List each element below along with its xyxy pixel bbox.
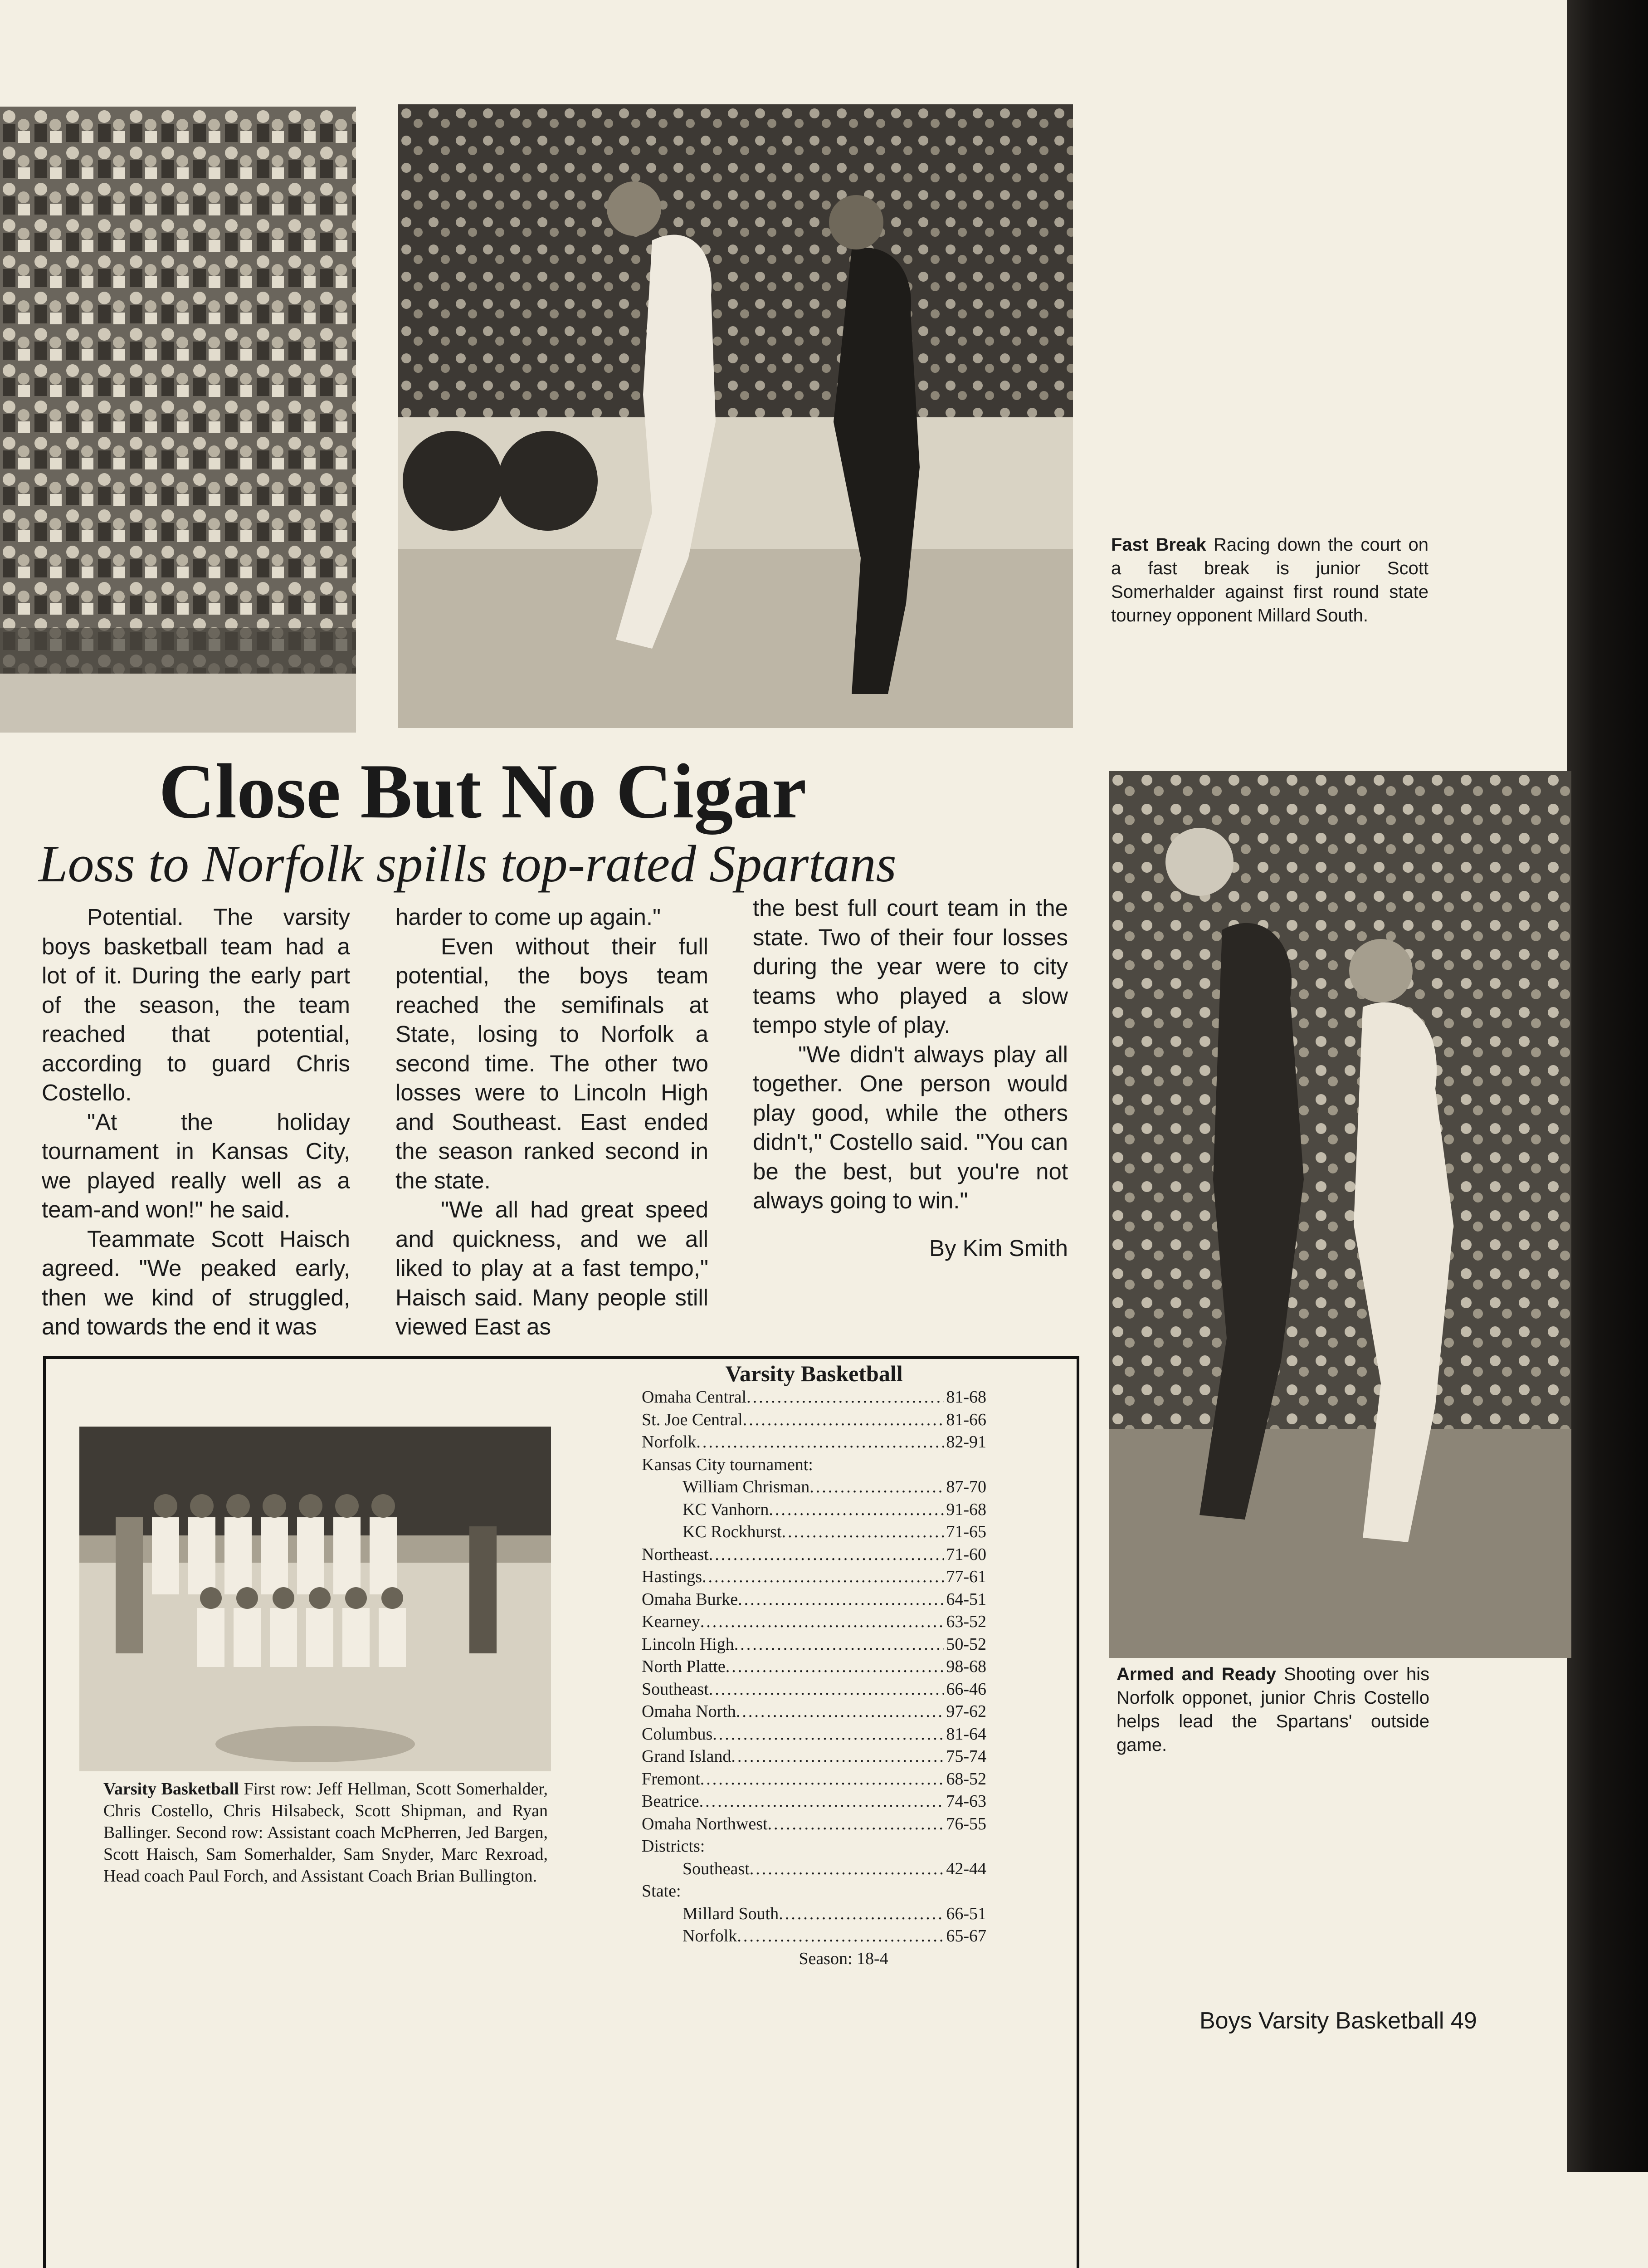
result-opponent: State: (642, 1882, 681, 1901)
result-score: 71-65 (946, 1522, 986, 1541)
dot-leader (782, 1521, 945, 1544)
result-score: 76-55 (946, 1814, 986, 1833)
result-opponent: Kansas City tournament: (642, 1455, 813, 1474)
season-record: Season: 18-4 (799, 1949, 888, 1968)
dot-leader (737, 1925, 944, 1948)
byline: By Kim Smith (929, 1235, 1068, 1261)
dot-leader (734, 1633, 945, 1656)
dot-leader (700, 1611, 945, 1633)
dot-leader (768, 1813, 945, 1836)
result-row (642, 1858, 986, 1881)
result-row (642, 1678, 986, 1701)
crowd-photo (0, 107, 356, 733)
story-paragraph: Potential. The varsity boys basketball team had a lot of it. During the early part of the season, the team reached that potential, according to guard Chris Costello. (42, 904, 350, 1105)
result-opponent: Norfolk (642, 1432, 697, 1452)
result-opponent: Lincoln High (642, 1634, 734, 1654)
dot-leader (700, 1768, 945, 1791)
result-opponent: Fremont (642, 1769, 700, 1789)
book-spine (1567, 0, 1648, 2172)
result-score: 98-68 (946, 1657, 986, 1676)
result-score: 81-66 (946, 1410, 986, 1429)
result-opponent: Southeast (683, 1859, 750, 1878)
result-row (642, 1701, 986, 1723)
result-score: 77-61 (946, 1567, 986, 1586)
result-row (642, 1499, 986, 1521)
result-row (642, 1589, 986, 1611)
dot-leader (809, 1476, 944, 1499)
story-paragraph: Teammate Scott Haisch agreed. "We peaked early, then we kind of struggled, and towards the end it was (42, 1226, 350, 1339)
result-opponent: Columbus (642, 1724, 713, 1744)
result-row (642, 1409, 986, 1432)
result-score: 87-70 (946, 1477, 986, 1496)
result-score: 66-51 (946, 1904, 986, 1923)
result-score: 81-64 (946, 1724, 986, 1744)
fast-break-caption-title: Fast Break (1111, 535, 1206, 555)
result-opponent: Omaha Burke (642, 1589, 738, 1609)
result-score: 66-46 (946, 1679, 986, 1699)
result-score: 81-68 (946, 1388, 986, 1407)
dot-leader (743, 1409, 945, 1432)
result-opponent: Norfolk (683, 1926, 737, 1945)
result-row (642, 1835, 986, 1858)
result-opponent: William Chrisman (683, 1477, 810, 1496)
armed-caption (1117, 1662, 1429, 1757)
team-caption-title: Varsity Basketball (103, 1779, 239, 1799)
story-paragraph: "We all had great speed and quickness, and we all liked to play at a fast tempo," Haisch said. Many people still viewed East as (395, 1197, 708, 1339)
result-row (642, 1544, 986, 1566)
team-caption-text: First row: Jeff Hellman, Scott Somerhalder, Chris Costello, Chris Hilsabeck, Scott Shipman, and Ryan Ballinger. Second row: Assistant coach McPherren, Jed Bargen, Scott Haisch, Sam Somerhalder, Sam Snyder, Marc Rexroad, Head coach Paul Forch, and Assistant Coach Brian Bullington. (103, 1779, 548, 1886)
result-row (642, 1880, 986, 1903)
result-score: 64-51 (946, 1589, 986, 1609)
story-paragraph: "At the holiday tournament in Kansas City, we played really well as a team-and won!" he said. (42, 1109, 350, 1222)
result-score: 82-91 (946, 1432, 986, 1452)
results-title: Varsity Basketball (725, 1361, 903, 1386)
result-opponent: KC Vanhorn (683, 1500, 769, 1519)
result-row (642, 1903, 986, 1926)
result-score: 42-44 (946, 1859, 986, 1878)
dot-leader (736, 1701, 944, 1723)
subhead: Loss to Norfolk spills top-rated Spartans (39, 835, 897, 893)
dot-leader (746, 1386, 944, 1409)
armed-caption-text: Shooting over his Norfolk opponet, junior Chris Costello helps lead the Spartans' outside game. (1117, 1664, 1429, 1755)
result-row (642, 1633, 986, 1656)
headline: Close But No Cigar (159, 748, 807, 835)
result-opponent: Kearney (642, 1612, 700, 1631)
result-row (642, 1611, 986, 1633)
dot-leader (750, 1858, 945, 1881)
result-row (642, 1925, 986, 1948)
fast-break-caption-text: Racing down the court on a fast break is junior Scott Somerhalder against first round state tourney opponent Millard South. (1111, 535, 1429, 626)
story-paragraph: Even without their full potential, the boys team reached the semifinals at State, losing to Norfolk a second time. The other two losses were to Lincoln High and Southeast. East ended the season ranked second in the state. (395, 933, 708, 1193)
result-opponent: Southeast (642, 1679, 709, 1699)
result-opponent: Hastings (642, 1567, 702, 1586)
result-opponent: North Platte (642, 1657, 726, 1676)
result-row (642, 1768, 986, 1791)
armed-caption-title: Armed and Ready (1117, 1664, 1276, 1684)
team-photo (79, 1427, 551, 1771)
dot-leader (709, 1678, 945, 1701)
dot-leader (726, 1656, 945, 1678)
page-folio: Boys Varsity Basketball 49 (1199, 2008, 1477, 2034)
result-row (642, 1566, 986, 1589)
result-score: 65-67 (946, 1926, 986, 1945)
fast-break-caption (1111, 533, 1429, 627)
result-opponent: Omaha Northwest (642, 1814, 768, 1833)
team-photo-caption (103, 1778, 548, 1887)
dot-leader (699, 1790, 945, 1813)
result-row (642, 1386, 986, 1409)
dot-leader (709, 1544, 945, 1566)
result-opponent: Beatrice (642, 1792, 699, 1811)
result-row (642, 1521, 986, 1544)
result-row (642, 1790, 986, 1813)
result-opponent: Northeast (642, 1545, 709, 1564)
result-score: 50-52 (946, 1634, 986, 1654)
results-list (642, 1361, 986, 1970)
dot-leader (731, 1745, 944, 1768)
result-row (642, 1813, 986, 1836)
story-paragraph: the best full court team in the state. Two of their four losses during the year were to city teams who played a slow tempo style of play. (753, 895, 1068, 1038)
result-row (642, 1656, 986, 1678)
result-score: 71-60 (946, 1545, 986, 1564)
dot-leader (738, 1589, 944, 1611)
result-score: 75-74 (946, 1747, 986, 1766)
result-row (642, 1723, 986, 1746)
dot-leader (769, 1499, 944, 1521)
result-opponent: Districts: (642, 1837, 705, 1856)
dot-leader (779, 1903, 944, 1926)
result-opponent: Omaha Central (642, 1388, 747, 1407)
result-score: 97-62 (946, 1702, 986, 1721)
shooting-photo (1109, 771, 1571, 1658)
result-row (642, 1431, 986, 1454)
story-paragraph: "We didn't always play all together. One person would play good, while the others didn't," Costello said. "You can be the best, but you're not always going to win." (753, 1041, 1068, 1213)
result-row (642, 1476, 986, 1499)
dot-leader (712, 1723, 944, 1746)
result-opponent: Millard South (683, 1904, 779, 1923)
result-opponent: Grand Island (642, 1747, 731, 1766)
result-row (642, 1454, 986, 1476)
story-column-1 (42, 903, 350, 1342)
result-row (642, 1745, 986, 1768)
result-score: 91-68 (946, 1500, 986, 1519)
story-column-2 (395, 903, 708, 1342)
story-paragraph: harder to come up again." (395, 904, 661, 930)
result-opponent: Omaha North (642, 1702, 736, 1721)
dot-leader (702, 1566, 944, 1589)
dot-leader (696, 1431, 944, 1454)
result-opponent: St. Joe Central (642, 1410, 743, 1429)
results-rows (642, 1386, 986, 1948)
result-score: 68-52 (946, 1769, 986, 1789)
result-score: 63-52 (946, 1612, 986, 1631)
result-opponent: KC Rockhurst (683, 1522, 782, 1541)
story-column-3 (753, 894, 1068, 1263)
fast-break-photo (398, 104, 1073, 728)
result-score: 74-63 (946, 1792, 986, 1811)
